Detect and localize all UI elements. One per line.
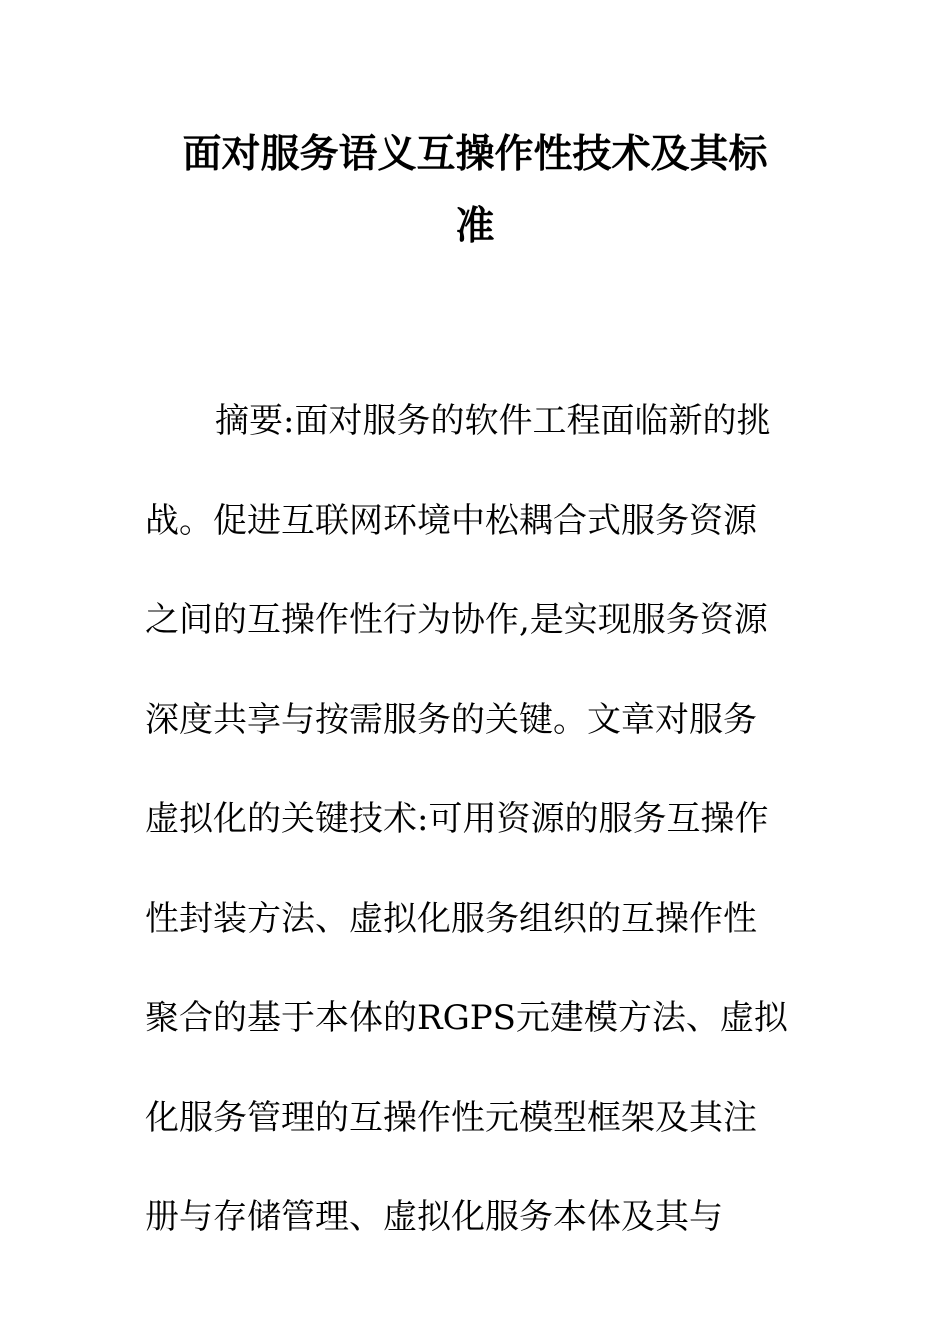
paragraph-line-4: 深度共享与按需服务的关键。文章对服务 xyxy=(145,699,757,740)
title-line-1: 面对服务语义互操作性技术及其标 xyxy=(182,131,768,177)
paragraph-line-8: 化服务管理的互操作性元模型框架及其注 xyxy=(145,1097,757,1138)
document-title xyxy=(140,118,810,262)
paragraph-line-1: 摘要:面对服务的软件工程面临新的挑 xyxy=(215,401,771,441)
paragraph-line-9: 册与存储管理、虚拟化服务本体及其与 xyxy=(145,1197,723,1237)
paragraph-line-5: 虚拟化的关键技术:可用资源的服务互操作 xyxy=(145,799,769,839)
paragraph-line-3: 之间的互操作性行为协作,是实现服务资源 xyxy=(145,600,768,640)
paragraph-line-2: 战。促进互联网环境中松耦合式服务资源 xyxy=(145,500,757,541)
paragraph-line-6: 性封装方法、虚拟化服务组织的互操作性 xyxy=(145,898,757,939)
title-line-2: 准 xyxy=(455,203,495,249)
abstract-paragraph xyxy=(145,372,825,1268)
paragraph-line-7: 聚合的基于本体的RGPS元建模方法、虚拟 xyxy=(145,998,788,1038)
